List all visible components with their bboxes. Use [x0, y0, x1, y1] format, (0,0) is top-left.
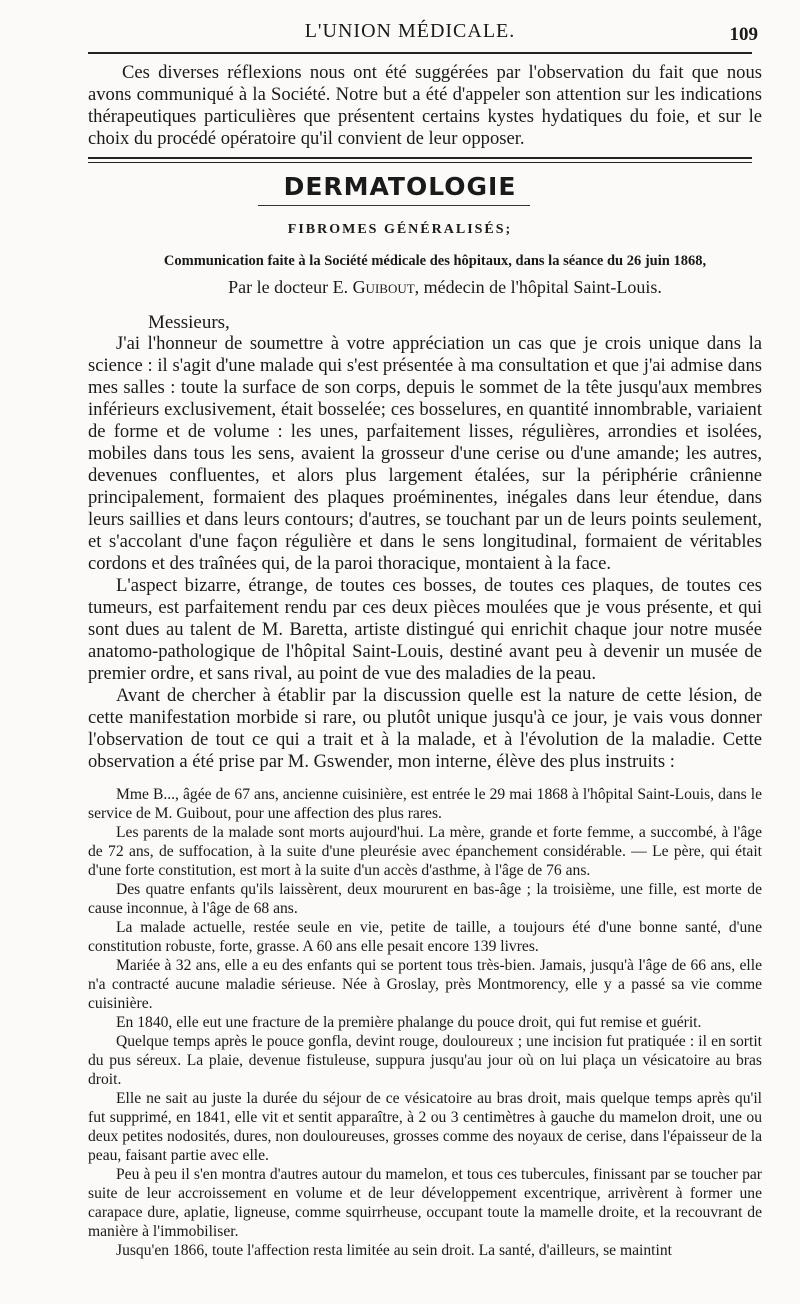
- body-paragraph: J'ai l'honneur de soumettre à votre appréciation un cas que je crois unique dans la science : il s'agit d'une malade qui s'est présentée à ma consultation et que j'ai admise dans mes salles : toute la surface de son corps, depuis le sommet de la tête jusqu'aux membres inférieurs exclusivement, était bosselée; ces bosselures, en quantité innombrable, variaient de forme et de volume : les unes, parfaitement lisses, régulières, arrondies et isolées, mobiles dans tous les sens, avaient la grosseur d'une cerise ou d'une amande; les autres, devenues confluentes, et alors plus largement étalées, sur la périphérie crânienne principalement, formaient des plaques proéminentes, inégales dans leur étendue, dans leurs saillies et dans leurs contours; d'autres, se touchant par un de leurs points seulement, et s'accolant d'une façon régulière et dans le sens longitudinal, formaient de véritables cordons et des traînées qui, de la paroi thoracique, montaient à la face.: [88, 333, 762, 574]
- observation-paragraph: Mme B..., âgée de 67 ans, ancienne cuisinière, est entrée le 29 mai 1868 à l'hôpital Saint-Louis, dans le service de M. Guibout, pour une affection des plus rares.: [88, 786, 762, 822]
- author-line: [150, 277, 740, 298]
- communication-note: Communication faite à la Société médicale des hôpitaux, dans la séance du 26 juin 1868,: [163, 253, 707, 269]
- intro-paragraph: [88, 62, 762, 150]
- observation-paragraph: Jusqu'en 1866, toute l'affection resta limitée au sein droit. La santé, d'ailleurs, se maintint: [116, 1242, 672, 1259]
- main-body: [88, 333, 762, 773]
- page-number: 109: [729, 24, 758, 45]
- body-paragraph: Avant de chercher à établir par la discussion quelle est la nature de cette lésion, de cette manifestation morbide si rare, ou plutôt unique jusqu'à ce jour, je vais vous donner l'observation de tout ce qui a trait et à la malade, et à l'évolution de la maladie. Cette observation a été prise par M. Gswender, mon interne, élève des plus instruits :: [88, 685, 762, 772]
- section-rule-top: [88, 157, 752, 159]
- header-rule: [88, 52, 752, 54]
- section-rule-bottom: [88, 162, 752, 163]
- author-prefix: Par le docteur E.: [228, 277, 349, 297]
- observation-body: [88, 785, 762, 1260]
- author-suffix: , médecin de l'hôpital Saint-Louis.: [414, 277, 662, 297]
- body-paragraph: L'aspect bizarre, étrange, de toutes ces bosses, de toutes ces plaques, de toutes ces tumeurs, est parfaitement rendu par ces deux pièces moulées que je vous présente, et qui sont dues au talent de M. Baretta, artiste distingué qui enrichit chaque jour notre musée anatomo-pathologique de l'hôpital Saint-Louis, destiné avant peu à devenir un musée de premier ordre, et sans rival, au point de vue des maladies de la peau.: [88, 575, 762, 684]
- title-underline: [258, 205, 530, 206]
- salutation: Messieurs,: [148, 312, 230, 333]
- section-title: DERMATOLOGIE: [283, 172, 517, 201]
- observation-paragraph: Mariée à 32 ans, elle a eu des enfants qui se portent tous très-bien. Jamais, jusqu'à l'âge de 66 ans, elle n'a contracté aucune maladie sérieuse. Née à Groslay, près Montmorency, elle y a passé sa vie comme cuisinière.: [88, 957, 762, 1012]
- observation-paragraph: La malade actuelle, restée seule en vie, petite de taille, a toujours été d'une bonne santé, d'une constitution robuste, forte, grasse. A 60 ans elle pesait encore 139 livres.: [88, 919, 762, 955]
- running-title: L'UNION MÉDICALE.: [304, 20, 516, 42]
- observation-paragraph: Elle ne sait au juste la durée du séjour de ce vésicatoire au bras droit, mais quelque temps après qu'il fut supprimé, en 1841, elle vit et sentit apparaître, à 2 ou 3 centimètres à gauche du mamelon droit, une ou deux petites nodosités, dures, non douloureuses, grosses comme des noyaux de cerise, dans l'épaisseur de la peau, faisant partie avec elle.: [88, 1090, 762, 1164]
- intro-text: Ces diverses réflexions nous ont été suggérées par l'observation du fait que nous avons communiqué à la Société. Notre but a été d'appeler son attention sur les indications thérapeutiques particulières que présentent certains kystes hydatiques du foie, et sur le choix du procédé opératoire qu'il convient de leur opposer.: [88, 62, 762, 149]
- observation-paragraph: En 1840, elle eut une fracture de la première phalange du pouce droit, qui fut remise et guérit.: [116, 1014, 702, 1031]
- observation-paragraph: Peu à peu il s'en montra d'autres autour du mamelon, et tous ces tubercules, finissant par se toucher par suite de leur accroissement en volume et de leur développement excentrique, arrivèrent à former une carapace dure, aplatie, ligneuse, comme squirrheuse, occupant toute la mamelle droite, et la recouvrant de manière à l'immobiliser.: [88, 1166, 762, 1240]
- observation-paragraph: Quelque temps après le pouce gonfla, devint rouge, douloureux ; une incision fut pratiquée : il en sortit du pus séreux. La plaie, devenue fistuleuse, suppura jusqu'au jour où on lui plaça un vésicatoire au bras droit.: [88, 1033, 762, 1088]
- page-header: [60, 18, 760, 48]
- observation-paragraph: Les parents de la malade sont morts aujourd'hui. La mère, grande et forte femme, a succombé, à l'âge de 72 ans, de suffocation, à la suite d'une pleurésie avec épanchement considérable. — Le père, qui était d'une forte constitution, est mort à la suite d'un accès d'asthme, à l'âge de 76 ans.: [88, 824, 762, 879]
- article-subtitle: FIBROMES GÉNÉRALISÉS;: [287, 222, 513, 237]
- author-name: Guibout: [352, 277, 415, 297]
- observation-paragraph: Des quatre enfants qu'ils laissèrent, deux moururent en bas-âge ; la troisième, une fille, est morte de cause inconnue, à l'âge de 68 ans.: [88, 881, 762, 917]
